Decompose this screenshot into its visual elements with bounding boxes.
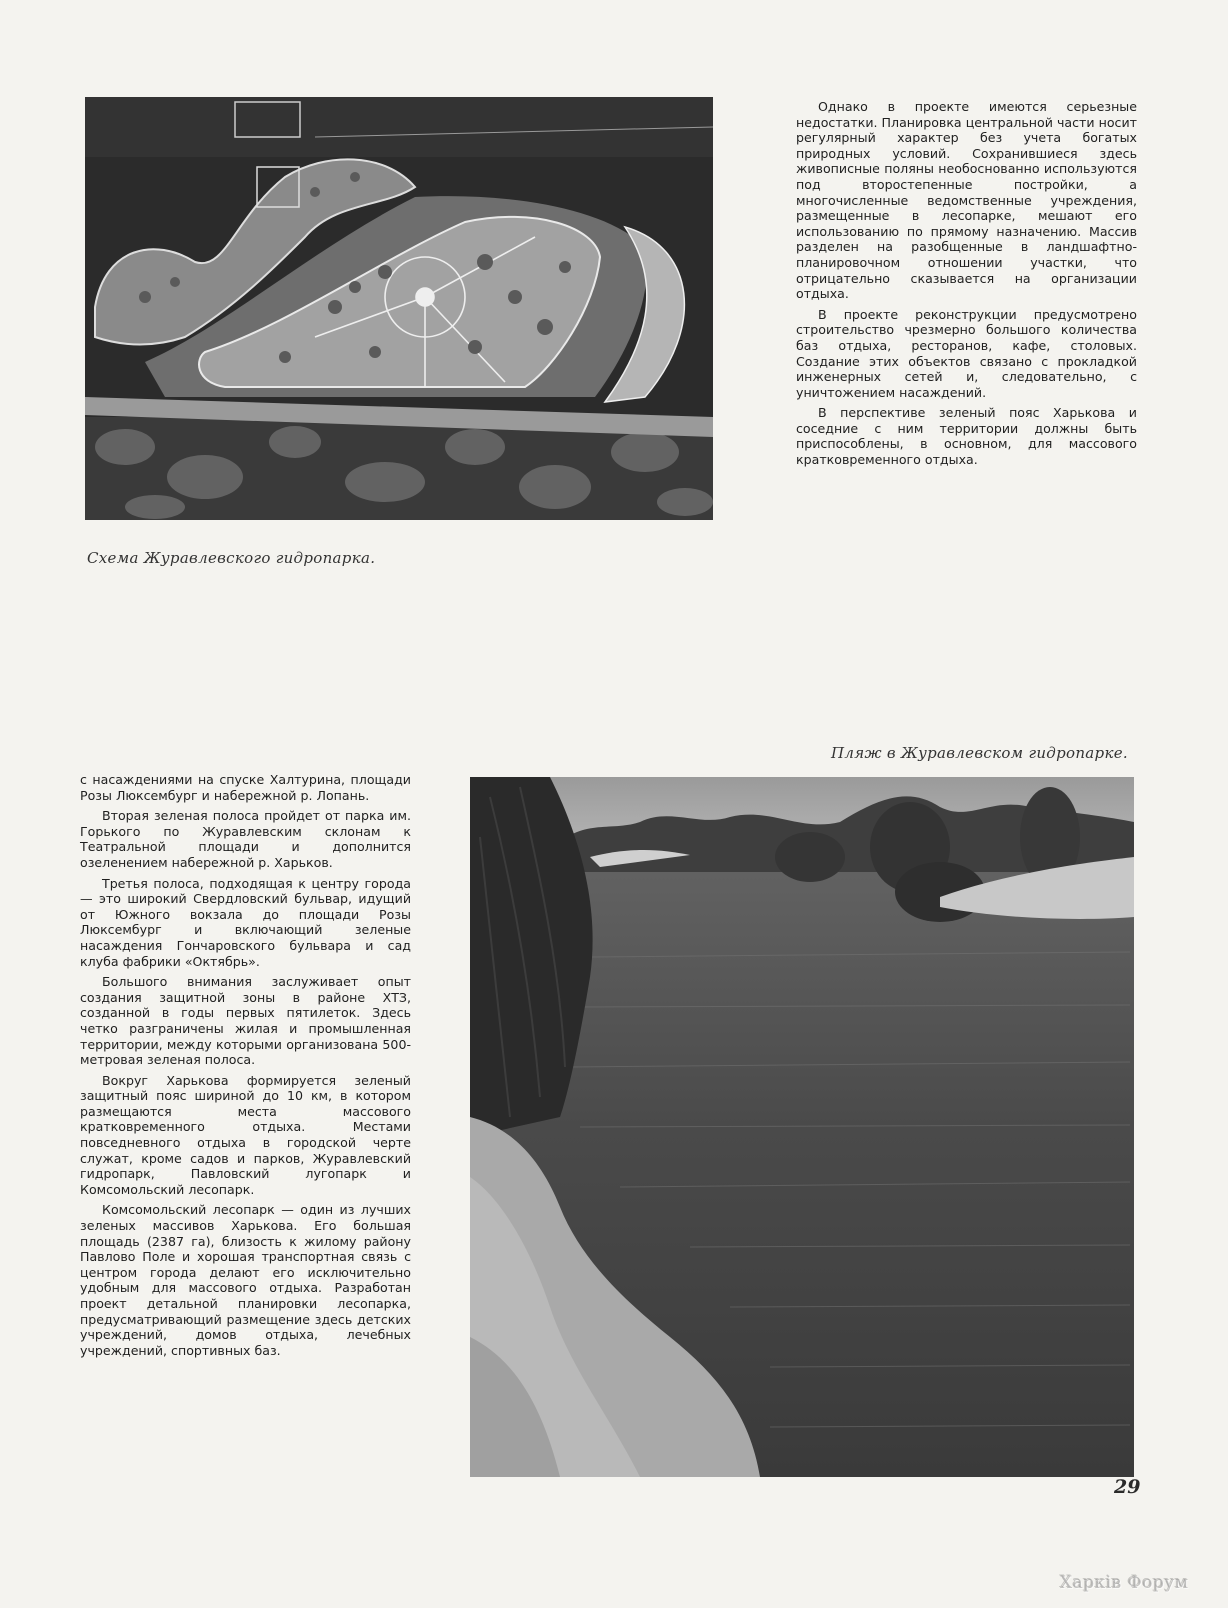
beach-photo-drawing: [470, 777, 1134, 1477]
left-paragraph-4: Вокруг Харькова формируется зеленый защитный пояс шириной до 10 км, в котором размещаются места массового кратковременного отдыха. Местами повседневного отдыха в городской черте служат, кроме садов и парков, Журавлевский гидропарк, Павловский лугопарк и Комсомольский лесопарк.: [80, 1072, 411, 1197]
right-paragraph-1: Однако в проекте имеются серьезные недостатки. Планировка центральной части носит регулярный характер без учета богатых природных условий. Сохранившиеся здесь живописные поляны необоснованно используются под второстепенные постройки, а многочисленные ведомственные учреждения, размещенные в лесопарке, мешают его использованию по прямому назначению. Массив разделен на разобщенные в ландшафтно-планировочном отношении участки, что отрицательно сказывается на организации отдыха.: [796, 99, 1137, 302]
right-text-column: [796, 99, 1137, 473]
right-paragraph-3: В перспективе зеленый пояс Харькова и соседние с ним территории должны быть приспособлены, в основном, для массового кратковременного отдыха.: [796, 405, 1137, 468]
left-lead-paragraph: с насаждениями на спуске Халтурина, площади Розы Люксембург и набережной р. Лопань.: [80, 772, 411, 803]
map-caption: Схема Журавлевского гидропарка.: [87, 549, 376, 567]
park-map-photo: [85, 97, 713, 520]
left-paragraph-1: Вторая зеленая полоса пройдет от парка им. Горького по Журавлевским склонам к Театральной площади и дополнится озеленением набережной р. Харьков.: [80, 808, 411, 870]
forum-watermark: Харків Форум: [1060, 1573, 1189, 1593]
left-paragraph-3: Большого внимания заслуживает опыт создания защитной зоны в районе ХТЗ, созданной в годы первых пятилеток. Здесь четко разграничены жилая и промышленная территории, между которыми организована 500-метровая зеленая полоса.: [80, 974, 411, 1068]
park-map-drawing: [85, 97, 713, 520]
left-paragraph-5: Комсомольский лесопарк — один из лучших зеленых массивов Харькова. Его большая площадь (2387 га), близость к жилому району Павлово Поле и хорошая транспортная связь с центром города делают его исключительно удобным для массового отдыха. Разработан проект детальной планировки лесопарка, предусматривающий размещение здесь детских учреждений, домов отдыха, лечебных учреждений, спортивных баз.: [80, 1202, 411, 1358]
beach-caption: Пляж в Журавлевском гидропарке.: [831, 744, 1128, 762]
left-text-column: [80, 772, 411, 1363]
beach-photo: [470, 777, 1134, 1477]
left-paragraph-2: Третья полоса, подходящая к центру города — это широкий Свердловский бульвар, идущий от Южного вокзала до площади Розы Люксембург и включающий зеленые насаждения Гончаровского бульвара и сад клуба фабрики «Октябрь».: [80, 875, 411, 969]
page-number: 29: [1114, 1476, 1141, 1498]
right-paragraph-2: В проекте реконструкции предусмотрено строительство чрезмерно большого количества баз отдыха, ресторанов, кафе, столовых. Создание этих объектов связано с прокладкой инженерных сетей и, следовательно, с уничтожением насаждений.: [796, 306, 1137, 400]
